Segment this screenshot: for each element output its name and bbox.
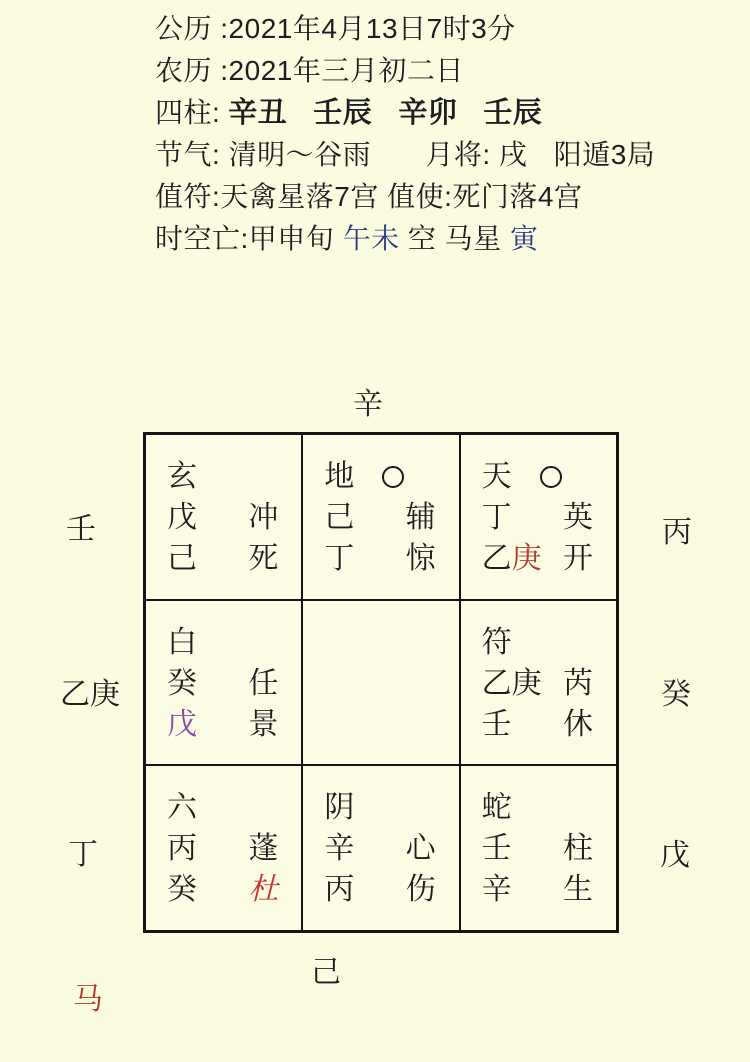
yuejiang-label: 月将: — [425, 139, 491, 170]
god-label: 白 — [167, 625, 197, 659]
gate-label: 生 — [562, 873, 593, 907]
god-label: 玄 — [167, 460, 197, 493]
jieqi-label: 节气: — [155, 139, 221, 170]
stem-label: 丁 — [481, 501, 512, 534]
god-label: 天 — [481, 460, 512, 493]
god-label: 阴 — [324, 791, 355, 825]
solar-date-text: 公历 :2021年4月13日7时3分 — [155, 13, 516, 44]
month-pillar: 壬辰 — [313, 97, 373, 129]
horse-star-marker: 马 — [73, 983, 103, 1016]
stem-pair-label — [482, 543, 542, 575]
lunar-date-line — [155, 50, 735, 92]
stem-label: 乙 — [481, 542, 512, 575]
palace-cell — [302, 434, 459, 600]
year-pillar: 辛丑 — [228, 97, 288, 129]
void-horse-line — [155, 218, 735, 260]
star-label: 柱 — [562, 832, 593, 866]
dun-cycle-value: 阳遁3局 — [553, 139, 656, 170]
star-label: 芮 — [562, 666, 593, 700]
chart-header — [155, 8, 735, 260]
palace-cell — [145, 600, 302, 766]
outer-stem-bottom: 己 — [311, 956, 341, 989]
hour-pillar: 壬辰 — [483, 97, 543, 129]
stem-label: 癸 — [167, 666, 197, 700]
stem-label: 己 — [167, 542, 197, 575]
star-label: 辅 — [405, 501, 436, 534]
stem-label: 辛 — [324, 832, 355, 866]
outer-stem-right-bottom: 戊 — [660, 839, 690, 872]
palace-cell — [145, 434, 302, 600]
lunar-date-text: 农历 :2021年三月初二日 — [155, 55, 464, 86]
palace-cell — [460, 765, 617, 931]
star-label: 蓬 — [248, 832, 279, 866]
star-label: 任 — [248, 666, 279, 700]
horse-label: 马星 — [444, 223, 502, 254]
outer-stem-left-middle: 乙庚 — [60, 678, 120, 711]
palace-grid — [143, 432, 619, 933]
gate-label: 伤 — [405, 873, 436, 907]
palace-cell — [145, 765, 302, 931]
palace-cell — [302, 765, 459, 931]
palace-cell-empty — [302, 600, 459, 766]
day-pillar: 辛卯 — [398, 97, 458, 129]
four-pillars-label: 四柱: — [155, 97, 221, 128]
god-label: 地 — [324, 460, 355, 493]
palace-cell — [460, 434, 617, 600]
solar-terms-line — [155, 134, 735, 176]
stem-label: 丙 — [324, 873, 355, 907]
solar-date-line — [155, 8, 735, 50]
palace-cell — [460, 600, 617, 766]
stem-label: 丁 — [324, 542, 355, 575]
horse-branch: 寅 — [509, 223, 539, 254]
four-pillars-line — [155, 92, 735, 134]
stem-label: 乙庚 — [481, 666, 542, 700]
stem-label: 丙 — [167, 832, 197, 866]
outer-stem-top: 辛 — [353, 388, 383, 421]
stem-label-red: 庚 — [511, 542, 542, 575]
outer-stem-left-top: 壬 — [66, 513, 96, 546]
void-branches: 午未 — [342, 223, 400, 254]
gate-label: 惊 — [405, 542, 436, 575]
outer-stem-right-top: 丙 — [662, 516, 692, 549]
stem-label: 己 — [324, 501, 355, 534]
outer-stem-right-middle: 癸 — [661, 678, 691, 711]
stem-label: 壬 — [481, 832, 512, 866]
god-label: 符 — [481, 625, 512, 659]
gate-label: 景 — [248, 707, 279, 741]
star-label: 冲 — [248, 501, 279, 534]
yuejiang-value: 戌 — [498, 139, 528, 170]
duty-star-line — [155, 176, 735, 218]
stem-label: 戊 — [167, 501, 197, 534]
god-label: 蛇 — [481, 791, 512, 825]
stem-label: 癸 — [167, 873, 197, 907]
stem-label-purple: 戊 — [167, 707, 197, 741]
duty-star-text: 值符:天禽星落7宫 值使:死门落4宫 — [155, 181, 583, 212]
god-label: 六 — [167, 791, 197, 825]
star-label: 英 — [562, 501, 593, 534]
star-label: 心 — [405, 832, 436, 866]
gate-label-red: 杜 — [248, 873, 279, 907]
void-label: 时空亡:甲申旬 — [155, 223, 335, 254]
jieqi-value: 清明～谷雨 — [228, 139, 372, 170]
gate-label: 死 — [248, 542, 279, 575]
stem-label: 辛 — [481, 873, 512, 907]
stem-label: 壬 — [481, 707, 512, 741]
gate-label: 开 — [562, 542, 593, 575]
gate-label: 休 — [562, 707, 593, 741]
void-word: 空 — [407, 223, 437, 254]
outer-stem-left-bottom: 丁 — [68, 838, 98, 871]
